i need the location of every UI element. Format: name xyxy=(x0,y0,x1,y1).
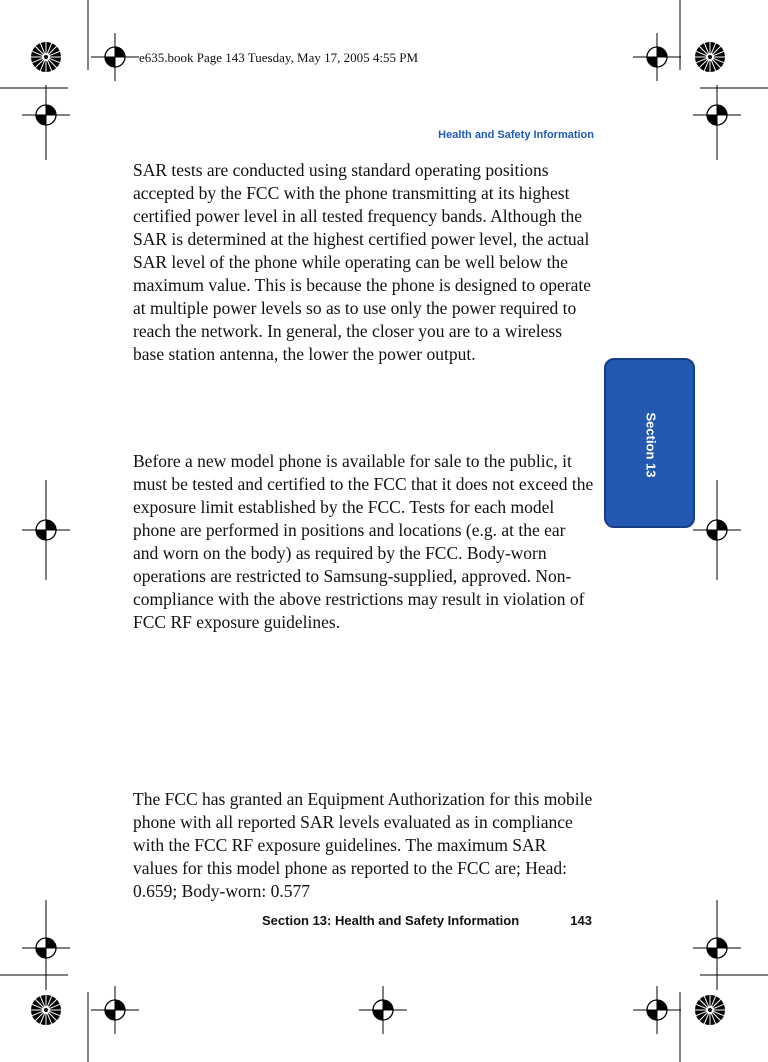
running-header-title: Health and Safety Information xyxy=(438,129,594,141)
print-slug: e635.book Page 143 Tuesday, May 17, 2005 4:55 PM xyxy=(139,50,419,65)
body-paragraph-certification: Before a new model phone is available for sale to the public, it must be tested and certified to the FCC that it does not exceed the exposure limit established by the FCC. Tests for each model phone are performed in positions and locations (e.g. at the ear and worn on the body) as required by the FCC. Body-worn operations are restricted to Samsung-supplied, approved. Non-compliance with the above restrictions may result in violation of FCC RF exposure guidelines. xyxy=(133,451,594,632)
section-tab-label: Section 13 xyxy=(643,412,659,478)
footer-section-title: Section 13: Health and Safety Information xyxy=(262,913,520,928)
body-paragraph-equipment-authorization: The FCC has granted an Equipment Authorization for this mobile phone with all reported SAR levels evaluated as in compliance with the FCC RF exposure guidelines. The maximum SAR values for this model phone as reported to the FCC are; Head: 0.659; Body-worn: 0.577 xyxy=(133,789,593,901)
body-paragraph-sar-tests: SAR tests are conducted using standard operating positions accepted by the FCC with the phone transmitting at its highest certified power level in all tested frequency bands. Although the SAR is determined at the highest certified power level, the actual SAR level of the phone while operating can be well below the maximum value. This is because the phone is designed to operate at multiple power levels so as to use only the power required to reach the network. In general, the closer you are to a wireless base station antenna, the lower the power output. xyxy=(133,160,591,364)
page-number: 143 xyxy=(570,913,592,928)
page-footer xyxy=(262,913,592,928)
section-tab xyxy=(604,358,695,528)
